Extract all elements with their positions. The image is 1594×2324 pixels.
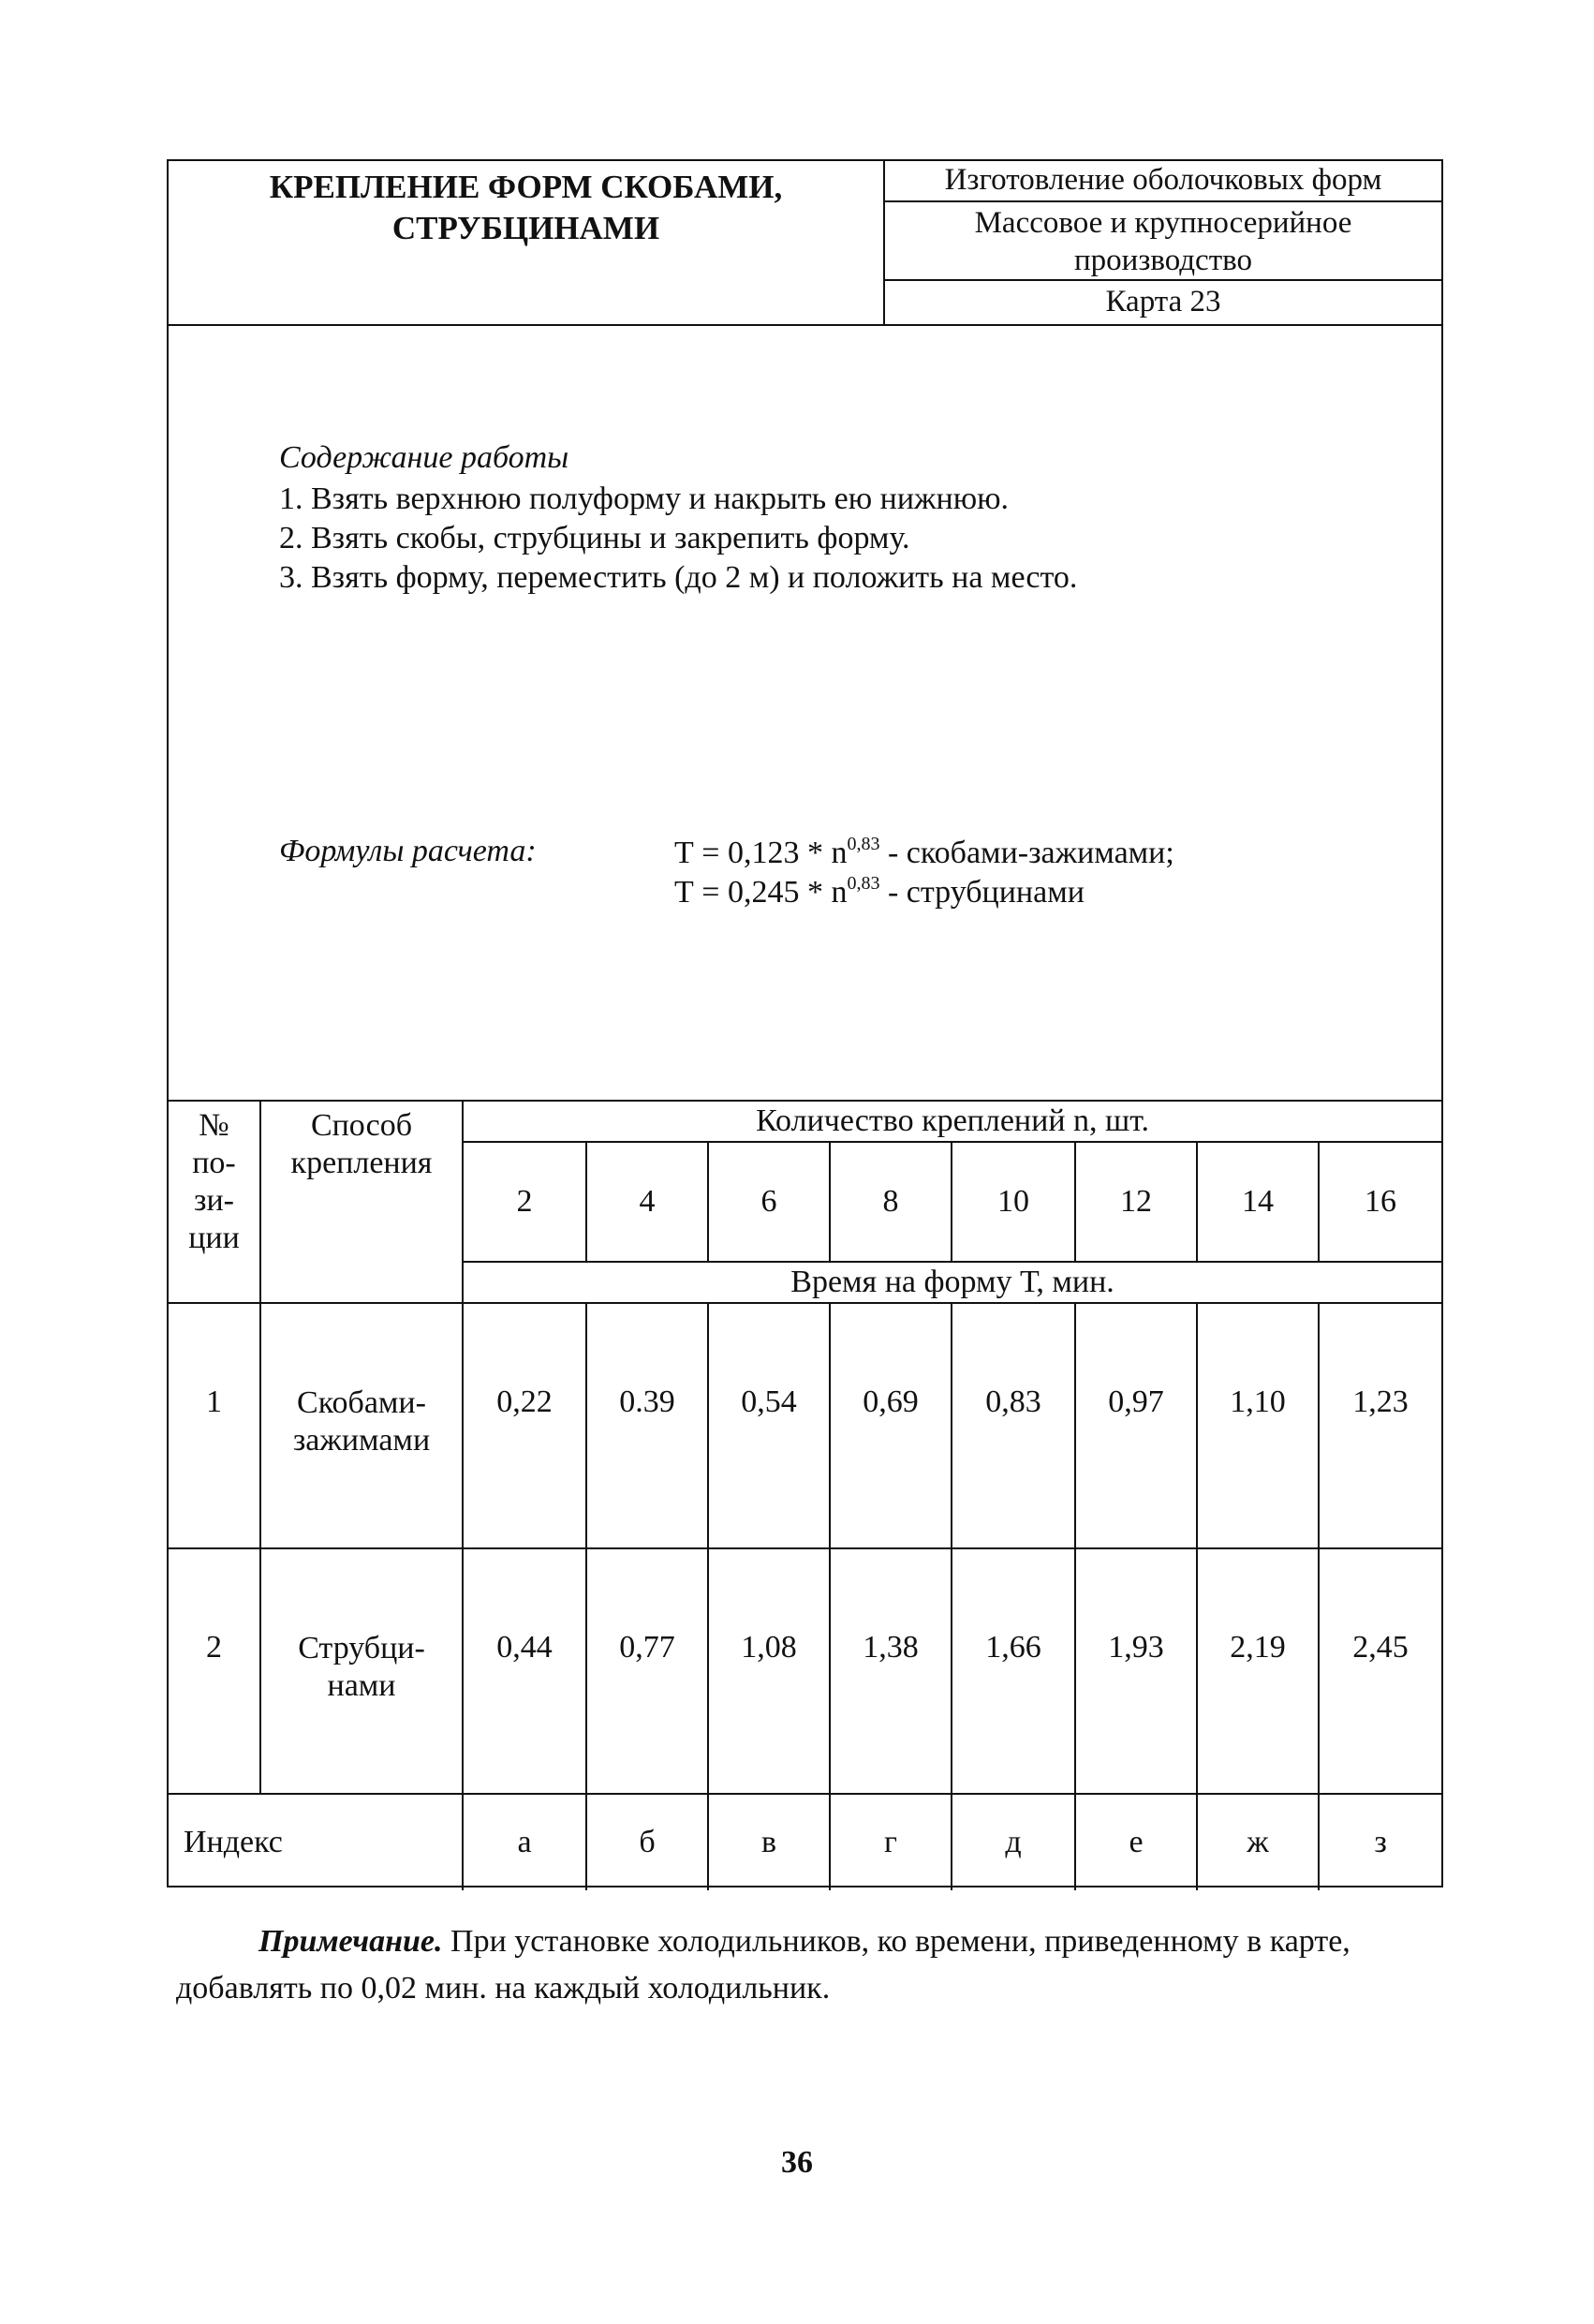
work-content-heading: Содержание работы [279, 440, 569, 475]
title-line-1: КРЕПЛЕНИЕ ФОРМ СКОБАМИ, [269, 169, 783, 205]
time-value: 0,97 [1075, 1303, 1197, 1548]
time-value: 1,93 [1075, 1548, 1197, 1794]
header-production [885, 202, 1441, 281]
time-value: 1,38 [830, 1548, 952, 1794]
time-value: 0,77 [586, 1548, 708, 1794]
quantity-cell: 14 [1197, 1142, 1319, 1262]
header-category: Изготовление оболочковых форм [885, 161, 1441, 202]
index-label: Индекс [169, 1794, 463, 1890]
card-frame [167, 159, 1443, 1887]
index-cell: а [463, 1794, 586, 1890]
work-steps-list [279, 480, 1077, 598]
row-method: Струбци- нами [260, 1548, 463, 1794]
quantity-cell: 8 [830, 1142, 952, 1262]
time-value: 0,22 [463, 1303, 586, 1548]
time-value: 0,69 [830, 1303, 952, 1548]
index-cell: д [952, 1794, 1075, 1890]
row-number: 2 [169, 1548, 260, 1794]
header-card-number: Карта 23 [1105, 285, 1221, 318]
time-value: 1,66 [952, 1548, 1075, 1794]
note-label: Примечание. [258, 1924, 443, 1959]
time-value: 0,44 [463, 1548, 586, 1794]
note-paragraph [176, 1918, 1440, 2012]
quantity-cell: 12 [1075, 1142, 1197, 1262]
work-step: 2. Взять скобы, струбцины и закрепить форму. [279, 521, 910, 555]
time-value: 2,45 [1319, 1548, 1441, 1794]
index-cell: г [830, 1794, 952, 1890]
time-value: 0,83 [952, 1303, 1075, 1548]
table-row [169, 1548, 1441, 1794]
time-value: 1,23 [1319, 1303, 1441, 1548]
position-number-header: № по- зи- ции [169, 1101, 260, 1303]
formulas-label: Формулы расчета: [279, 834, 537, 868]
time-value: 1,08 [708, 1548, 830, 1794]
row-method: Скобами- зажимами [260, 1303, 463, 1548]
production-line-1: Массовое и крупносерийное [974, 206, 1352, 240]
production-line-2: производство [1074, 244, 1252, 277]
work-step: 3. Взять форму, переместить (до 2 м) и положить на место. [279, 560, 1078, 595]
quantity-header: Количество креплений n, шт. [463, 1101, 1441, 1142]
table-row [169, 1303, 1441, 1548]
index-cell: е [1075, 1794, 1197, 1890]
time-value: 2,19 [1197, 1548, 1319, 1794]
quantity-cell: 2 [463, 1142, 586, 1262]
index-cell: б [586, 1794, 708, 1890]
index-cell: з [1319, 1794, 1441, 1890]
time-value: 1,10 [1197, 1303, 1319, 1548]
time-value: 0,54 [708, 1303, 830, 1548]
quantity-cell: 6 [708, 1142, 830, 1262]
header-info [885, 161, 1441, 324]
note-text: При установке холодильников, ко времени, приведенному в карте, добавлять по 0,02 мин. на каждый холодильник. [176, 1924, 1350, 2006]
method-header: Способ крепления [260, 1101, 463, 1303]
card-title [169, 161, 885, 324]
formulas-block [674, 834, 1174, 912]
index-cell: в [708, 1794, 830, 1890]
time-header: Время на форму Т, мин. [463, 1262, 1441, 1303]
row-number: 1 [169, 1303, 260, 1548]
quantity-cell: 10 [952, 1142, 1075, 1262]
formula-clamps: $Т = 0,123 * n^{0,83}$ - скобами-зажимами; [674, 834, 1174, 870]
page-number: 36 [781, 2145, 813, 2180]
index-row [169, 1794, 1441, 1890]
formula-screw-clamps: $Т = 0,245 * n^{0,83}$ - струбцинами [674, 873, 1085, 910]
norms-table [169, 1100, 1441, 1890]
work-step: 1. Взять верхнюю полуформу и накрыть ею нижнюю. [279, 481, 1010, 516]
quantity-cell: 16 [1319, 1142, 1441, 1262]
time-value: 0.39 [586, 1303, 708, 1548]
title-line-2: СТРУБЦИНАМИ [391, 210, 660, 246]
quantity-cell: 4 [586, 1142, 708, 1262]
index-cell: ж [1197, 1794, 1319, 1890]
header-divider [169, 324, 1441, 326]
